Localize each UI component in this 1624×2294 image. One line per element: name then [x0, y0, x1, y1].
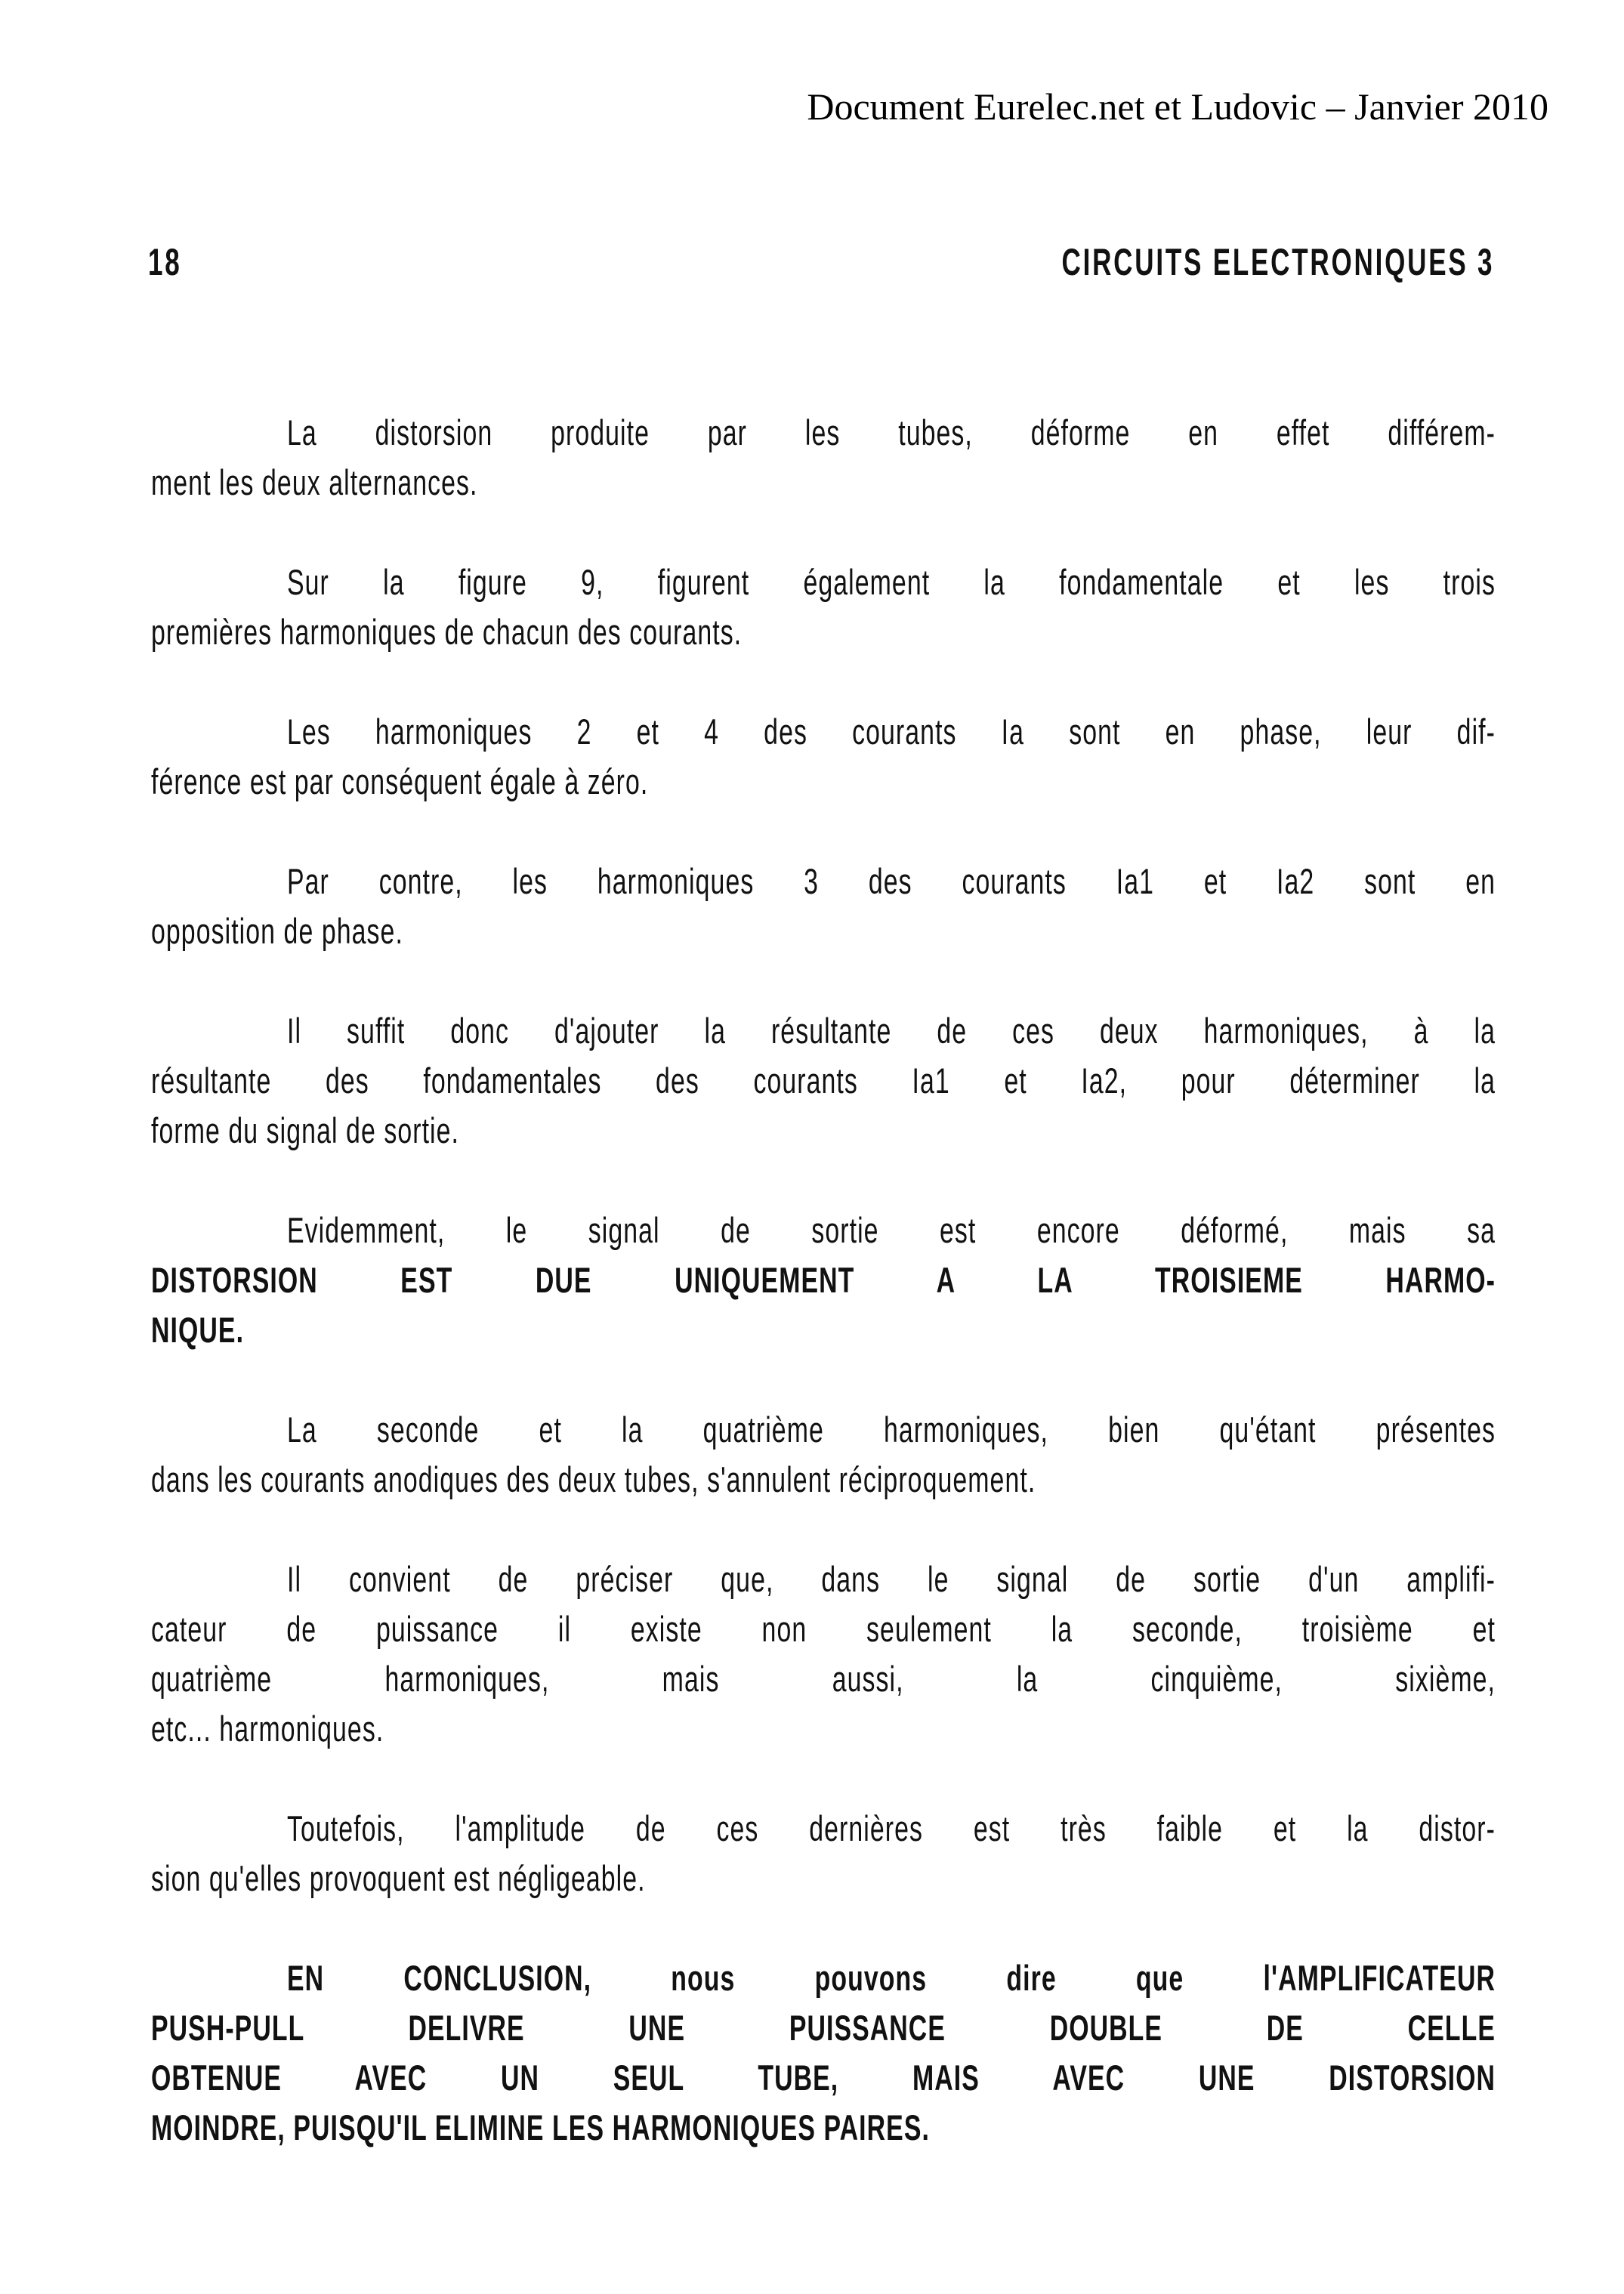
line-text: sion qu'elles provoquent est négligeable.	[151, 1858, 646, 1898]
chapter-title: CIRCUITS ELECTRONIQUES 3	[1061, 241, 1494, 283]
text-line	[151, 1056, 1496, 1106]
text-line	[151, 1405, 1496, 1455]
text-line	[151, 1006, 1496, 1056]
paragraph-gap	[151, 508, 1496, 557]
running-head	[148, 240, 1494, 293]
line-text: Les harmoniques 2 et 4 des courants Ia sont en phase, leur dif-	[287, 712, 1496, 752]
line-text: Evidemment, le signal de sortie est encore déformé, mais sa	[287, 1210, 1496, 1250]
text-line	[151, 1654, 1496, 1704]
text-line	[151, 757, 1496, 807]
paragraph-preciser	[151, 1555, 1496, 1754]
text-line	[151, 906, 1496, 956]
line-text: Il suffit donc d'ajouter la résultante de ces deux harmoniques, à la	[287, 1011, 1496, 1051]
paragraph-gap	[151, 1156, 1496, 1206]
body-text	[151, 408, 1496, 2153]
text-line	[151, 2003, 1496, 2053]
paragraph-seconde-quatrieme	[151, 1405, 1496, 1505]
text-line	[151, 1255, 1496, 1305]
page-number: 18	[148, 241, 182, 283]
text-line	[151, 1555, 1496, 1604]
line-text: La distorsion produite par les tubes, déforme en effet différem-	[287, 412, 1496, 452]
text-line	[151, 2053, 1496, 2103]
text-line	[151, 1455, 1496, 1505]
line-text: dans les courants anodiques des deux tubes, s'annulent réciproquement.	[151, 1459, 1036, 1499]
paragraph-gap	[151, 1505, 1496, 1555]
line-text: etc... harmoniques.	[151, 1709, 384, 1749]
paragraph-gap	[151, 1754, 1496, 1804]
line-text: Par contre, les harmoniques 3 des courants Ia1 et Ia2 sont en	[287, 861, 1496, 901]
text-line	[151, 557, 1496, 607]
text-line	[151, 1305, 1496, 1355]
line-text: résultante des fondamentales des courants Ia1 et Ia2, pour déterminer la	[151, 1061, 1496, 1101]
text-line	[151, 1704, 1496, 1754]
paragraph-harmoniques-2-4	[151, 707, 1496, 807]
line-text: opposition de phase.	[151, 911, 403, 951]
text-line	[151, 408, 1496, 458]
paragraph-evidemment	[151, 1206, 1496, 1355]
line-text: EN CONCLUSION, nous pouvons dire que l'AMPLIFICATEUR	[287, 1958, 1496, 1998]
text-line	[151, 1953, 1496, 2003]
line-text: Sur la figure 9, figurent également la fondamentale et les trois	[287, 562, 1496, 602]
text-line	[151, 1604, 1496, 1654]
paragraph-distorsion-tubes	[151, 408, 1496, 508]
text-line	[151, 1804, 1496, 1854]
paragraph-gap	[151, 657, 1496, 707]
text-line	[151, 1854, 1496, 1903]
paragraph-gap	[151, 807, 1496, 857]
line-text: NIQUE.	[151, 1310, 245, 1350]
paragraph-gap	[151, 1903, 1496, 1953]
text-line	[151, 1206, 1496, 1255]
line-text: férence est par conséquent égale à zéro.	[151, 761, 649, 801]
paragraph-resultante	[151, 1006, 1496, 1156]
paragraph-toutefois	[151, 1804, 1496, 1903]
text-line	[151, 607, 1496, 657]
line-text: premières harmoniques de chacun des courants.	[151, 612, 743, 652]
text-line	[151, 458, 1496, 508]
line-text: forme du signal de sortie.	[151, 1110, 460, 1150]
line-text: ment les deux alternances.	[151, 462, 478, 502]
line-text: DISTORSION EST DUE UNIQUEMENT A LA TROISIEME HARMO-	[151, 1260, 1496, 1300]
text-line	[151, 2103, 1496, 2153]
paragraph-gap	[151, 1355, 1496, 1405]
text-line	[151, 1106, 1496, 1156]
paragraph-conclusion	[151, 1953, 1496, 2153]
paragraph-figure-9	[151, 557, 1496, 657]
line-text: OBTENUE AVEC UN SEUL TUBE, MAIS AVEC UNE DISTORSION	[151, 2058, 1496, 2098]
line-text: MOINDRE, PUISQU'IL ELIMINE LES HARMONIQUES PAIRES.	[151, 2107, 930, 2147]
text-line	[151, 707, 1496, 757]
line-text: Toutefois, l'amplitude de ces dernières est très faible et la distor-	[287, 1808, 1496, 1848]
line-text: quatrième harmoniques, mais aussi, la cinquième, sixième,	[151, 1659, 1496, 1699]
text-line	[151, 857, 1496, 906]
paragraph-harmoniques-3	[151, 857, 1496, 956]
line-text: cateur de puissance il existe non seulement la seconde, troisième et	[151, 1609, 1496, 1649]
line-text: La seconde et la quatrième harmoniques, bien qu'étant présentes	[287, 1409, 1496, 1450]
line-text: Il convient de préciser que, dans le signal de sortie d'un amplifi-	[287, 1559, 1496, 1599]
paragraph-gap	[151, 956, 1496, 1006]
line-text: PUSH-PULL DELIVRE UNE PUISSANCE DOUBLE DE CELLE	[151, 2008, 1496, 2048]
source-note: Document Eurelec.net et Ludovic – Janvier 2010	[807, 85, 1548, 128]
